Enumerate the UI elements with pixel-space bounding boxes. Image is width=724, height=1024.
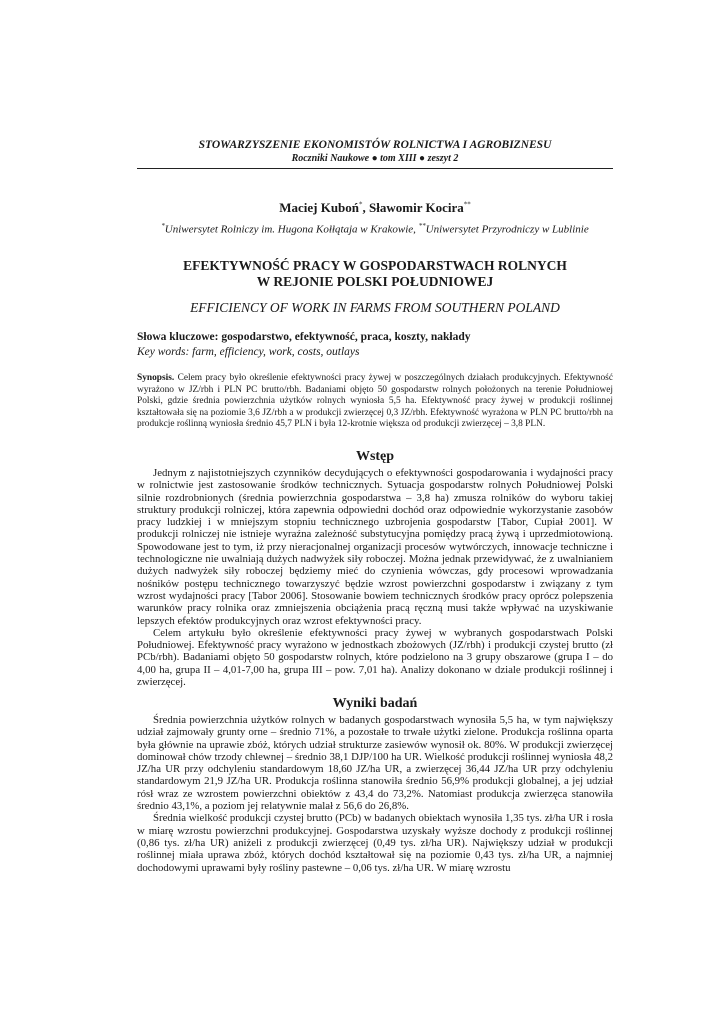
results-body bbox=[137, 714, 613, 874]
author-mark: ** bbox=[463, 200, 471, 209]
keywords-english: Key words: farm, efficiency, work, costs, outlays bbox=[137, 346, 360, 358]
affiliation: Uniwersytet Przyrodniczy w Lublinie bbox=[425, 223, 589, 236]
paragraph: Średnia powierzchnia użytków rolnych w badanych gospodarstwach wynosiła 5,5 ha, w tym największy udział zajmowały grunty orne – średnio 71%, a pozostałe to trwałe użytki zielone. Produkcja roślinna oparta była głównie na uprawie zbóż, których udział strukturze zasiewów wynosił ok. 80%. W produkcji zwierzęcej dominował chów trzody chlewnej – średnio 38,1 DJP/100 ha UR. Wielkość produkcji roślinnej wyniosła 48,2 JZ/ha UR przy odchyleniu standardowym 18,60 JZ/ha UR, a zwierzęcej 36,44 JZ/ha UR przy odchyleniu standardowym 21,9 JZ/ha UR. Produkcja roślinna stanowiła średnio 56,9% produkcji globalnej, a jej udział rósł wraz ze wzrostem powierzchni obiektów z 43,4 do 73,2%. Natomiast produkcja zwierzęca stanowiła średnio 43,1%, a poziom jej relatywnie malał z 56,6 do 26,8%. bbox=[137, 714, 613, 813]
paragraph: Średnia wielkość produkcji czystej brutto (PCb) w badanych obiektach wynosiła 1,35 tys. zł/ha UR i rosła w miarę wzrostu powierzchni produkcyjnej. Gospodarstwa uzyskały wyższe dochody z produkcji roślinnej (0,86 tys. zł/ha UR) aniżeli z produkcji zwierzęcej (0,49 tys. zł/ha UR). Największy udział w produkcji roślinnej miała uprawa zbóż, których dochód kształtował się na poziomie 0,43 tys. zł/ha UR, a najmniej dochodowymi uprawami były rośliny pastewne – 0,06 tys. zł/ha UR. W miarę wzrostu bbox=[137, 812, 613, 874]
title-line: W REJONIE POLSKI POŁUDNIOWEJ bbox=[256, 273, 494, 289]
affiliations bbox=[137, 222, 613, 236]
author-name: Sławomir Kocira bbox=[369, 200, 464, 215]
affiliation-mark: ** bbox=[418, 222, 426, 230]
paragraph: Jednym z najistotniejszych czynników decydujących o efektywności gospodarowania i wydajności pracy w rolnictwie jest zastosowanie środków technicznych. Sytuacja gospodarstw rolnych Południowej Polski silnie rozdrobnionych (średnia powierzchnia gospodarstwa – 3,8 ha) zmusza rolników do wyboru takiej struktury produkcji rolniczej, która zapewnia odpowiedni dochód oraz odpowiednie wykorzystanie zasobów pracy ludzkiej i w mniejszym stopniu technicznego uzbrojenia gospodarstw [Tabor, Cupiał 2001]. W produkcji rolniczej nie istnieje wyraźna zależność substytucyjna pomiędzy pracą żywą i uprzedmiotowioną. Spowodowane jest to tym, iż przy nieracjonalnej organizacji procesów wytwórczych, innowacje techniczne i technologiczne nie uwalniają dużych nadwyżek siły roboczej. Można jednak przewidywać, że z uwalnianiem dużych nadwyżek siły roboczej będziemy mieć do czynienia wówczas, gdy procesowi wprowadzania nośników postępu technicznego towarzyszyć będzie wzrost powierzchni gospodarstw i związany z tym wzrost wydajności pracy [Tabor 2006]. Stosowanie bowiem technicznych środków pracy oprócz polepszenia warunków pracy rolnika oraz zmniejszenia obciążenia pracą ręczną musi także wpływać na uzyskiwanie lepszych efektów produkcyjnych oraz wzrost efektywności pracy. bbox=[137, 467, 613, 627]
title-line: EFEKTYWNOŚĆ PRACY W GOSPODARSTWACH ROLNYCH bbox=[183, 258, 567, 273]
section-heading-results: Wyniki badań bbox=[332, 696, 418, 711]
author-mark: * bbox=[359, 200, 363, 209]
synopsis bbox=[137, 373, 613, 431]
authors-line bbox=[137, 200, 613, 216]
affiliation-mark: * bbox=[161, 222, 165, 230]
author-name: Maciej Kuboń bbox=[279, 200, 360, 215]
synopsis-text: Celem pracy było określenie efektywności pracy żywej w poszczególnych działach produkcyjnych. Efektywność wyrażono w JZ/rbh i PLN PC brutto/rbh. Badaniami objęto 50 gospodarstw rolnych położonych na terenie Południowej Polski, gdzie średnia powierzchnia użytków rolnych wyniosła 5,5 ha. Efektywność pracy żywej w produkcji roślinnej kształtowała się na poziomie 3,6 JZ/rbh a w produkcji zwierzęcej 0,3 JZ/rbh. Efektywność wyrażona w PLN PC brutto/rbh na produkcje roślinną wyniosła średnio 45,7 PLN i była 12-krotnie większa od produkcji zwierzęcej – 3,8 PLN. bbox=[137, 373, 613, 429]
journal-series: Roczniki Naukowe ● tom XIII ● zeszyt 2 bbox=[291, 153, 459, 164]
article-title-english: EFFICIENCY OF WORK IN FARMS FROM SOUTHERN POLAND bbox=[190, 300, 560, 315]
keywords-block bbox=[137, 330, 613, 360]
introduction-body bbox=[137, 467, 613, 688]
header-rule bbox=[137, 168, 613, 169]
article-title-polish bbox=[137, 258, 613, 289]
keywords-polish: Słowa kluczowe: gospodarstwo, efektywność, praca, koszty, nakłady bbox=[137, 331, 471, 343]
section-heading-introduction: Wstęp bbox=[355, 449, 395, 464]
paragraph: Celem artykułu było określenie efektywności pracy żywej w wybranych gospodarstwach Polski Południowej. Efektywność pracy wyrażono w jednostkach zbożowych (JZ/rbh) i produkcji czystej brutto (zł PCb/rbh). Badaniami objęto 50 gospodarstw rolnych, które podzielono na 3 grupy obszarowe (grupa I – do 4,00 ha, grupa II – 4,01-7,00 ha, grupa III – pow. 7,01 ha). Analizy dokonano w dziale produkcji roślinnej i zwierzęcej. bbox=[137, 626, 613, 689]
journal-header bbox=[137, 138, 613, 166]
journal-name: STOWARZYSZENIE EKONOMISTÓW ROLNICTWA I AGROBIZNESU bbox=[198, 139, 552, 151]
affiliation: Uniwersytet Rolniczy im. Hugona Kołłątaja w Krakowie, bbox=[164, 223, 419, 236]
author-separator: , bbox=[362, 200, 370, 215]
synopsis-label: Synopsis. bbox=[137, 373, 175, 383]
